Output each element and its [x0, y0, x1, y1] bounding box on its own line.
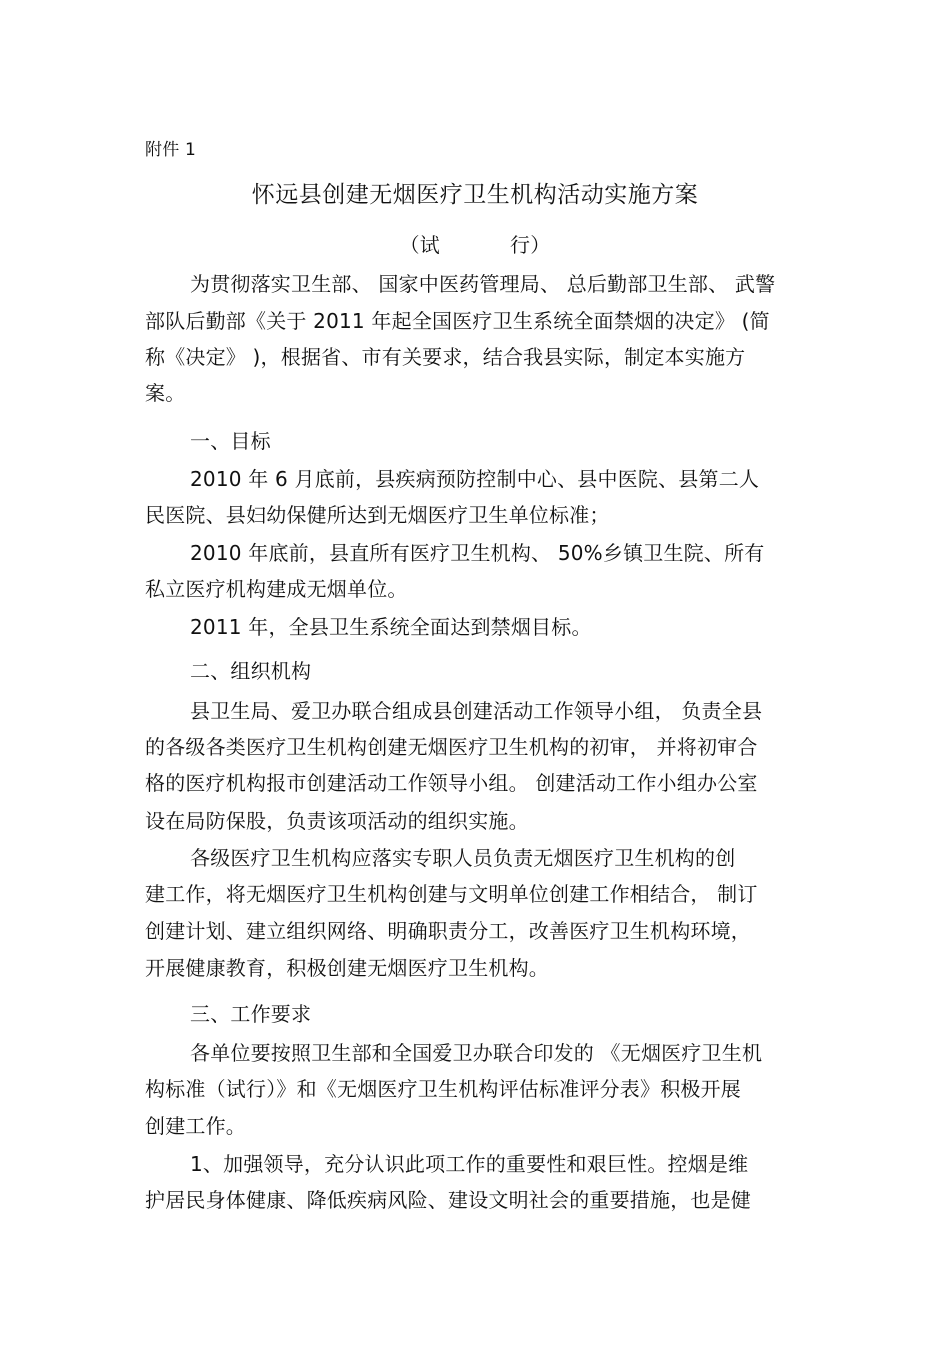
paragraph-line: 开展健康教育，积极创建无烟医疗卫生机构。 — [145, 956, 549, 980]
subtitle-right: 行） — [510, 233, 551, 257]
section-heading: 二、组织机构 — [190, 659, 312, 683]
paragraph-line: 的各级各类医疗卫生机构创建无烟医疗卫生机构的初审， 并将初审合 — [145, 735, 758, 759]
paragraph-line: 案。 — [145, 381, 186, 405]
paragraph-line: 格的医疗机构报市创建活动工作领导小组。 创建活动工作小组办公室 — [145, 771, 758, 795]
paragraph-line: 部队后勤部《关于 2011 年起全国医疗卫生系统全面禁烟的决定》 (简 — [145, 309, 770, 333]
paragraph-line: 为贯彻落实卫生部、 国家中医药管理局、 总后勤部卫生部、 武警 — [190, 272, 776, 296]
paragraph-line: 各单位要按照卫生部和全国爱卫办联合印发的 《无烟医疗卫生机 — [190, 1041, 763, 1065]
paragraph-line: 民医院、县妇幼保健所达到无烟医疗卫生单位标准； — [145, 503, 610, 527]
paragraph-line: 2011 年，全县卫生系统全面达到禁烟目标。 — [190, 615, 592, 639]
subtitle-left: （试 — [399, 233, 440, 257]
section-heading: 三、工作要求 — [190, 1002, 312, 1026]
section-heading: 一、目标 — [190, 429, 271, 453]
paragraph-line: 私立医疗机构建成无烟单位。 — [145, 577, 408, 601]
paragraph-line: 2010 年底前，县直所有医疗卫生机构、 50%乡镇卫生院、所有 — [190, 541, 765, 565]
paragraph-line: 2010 年 6 月底前，县疾病预防控制中心、县中医院、县第二人 — [190, 467, 760, 491]
paragraph-line: 1、加强领导，充分认识此项工作的重要性和艰巨性。控烟是维 — [190, 1152, 749, 1176]
paragraph-line: 各级医疗卫生机构应落实专职人员负责无烟医疗卫生机构的创 — [190, 846, 736, 870]
document-subtitle — [0, 232, 950, 258]
paragraph-line: 构标准（试行）》和《无烟医疗卫生机构评估标准评分表》积极开展 — [145, 1077, 741, 1101]
paragraph-line: 设在局防保股，负责该项活动的组织实施。 — [145, 809, 529, 833]
paragraph-line: 护居民身体健康、降低疾病风险、建设文明社会的重要措施，也是健 — [145, 1188, 751, 1212]
paragraph-line: 县卫生局、爱卫办联合组成县创建活动工作领导小组， 负责全县 — [190, 699, 763, 723]
annex-label: 附件 1 — [145, 140, 197, 160]
document-title: 怀远县创建无烟医疗卫生机构活动实施方案 — [251, 182, 699, 208]
paragraph-line: 创建工作。 — [145, 1114, 246, 1138]
paragraph-line: 建工作，将无烟医疗卫生机构创建与文明单位创建工作相结合， 制订 — [145, 882, 758, 906]
paragraph-line: 创建计划、建立组织网络、明确职责分工，改善医疗卫生机构环境， — [145, 919, 751, 943]
paragraph-line: 称《决定》 )，根据省、市有关要求，结合我县实际，制定本实施方 — [145, 345, 746, 369]
